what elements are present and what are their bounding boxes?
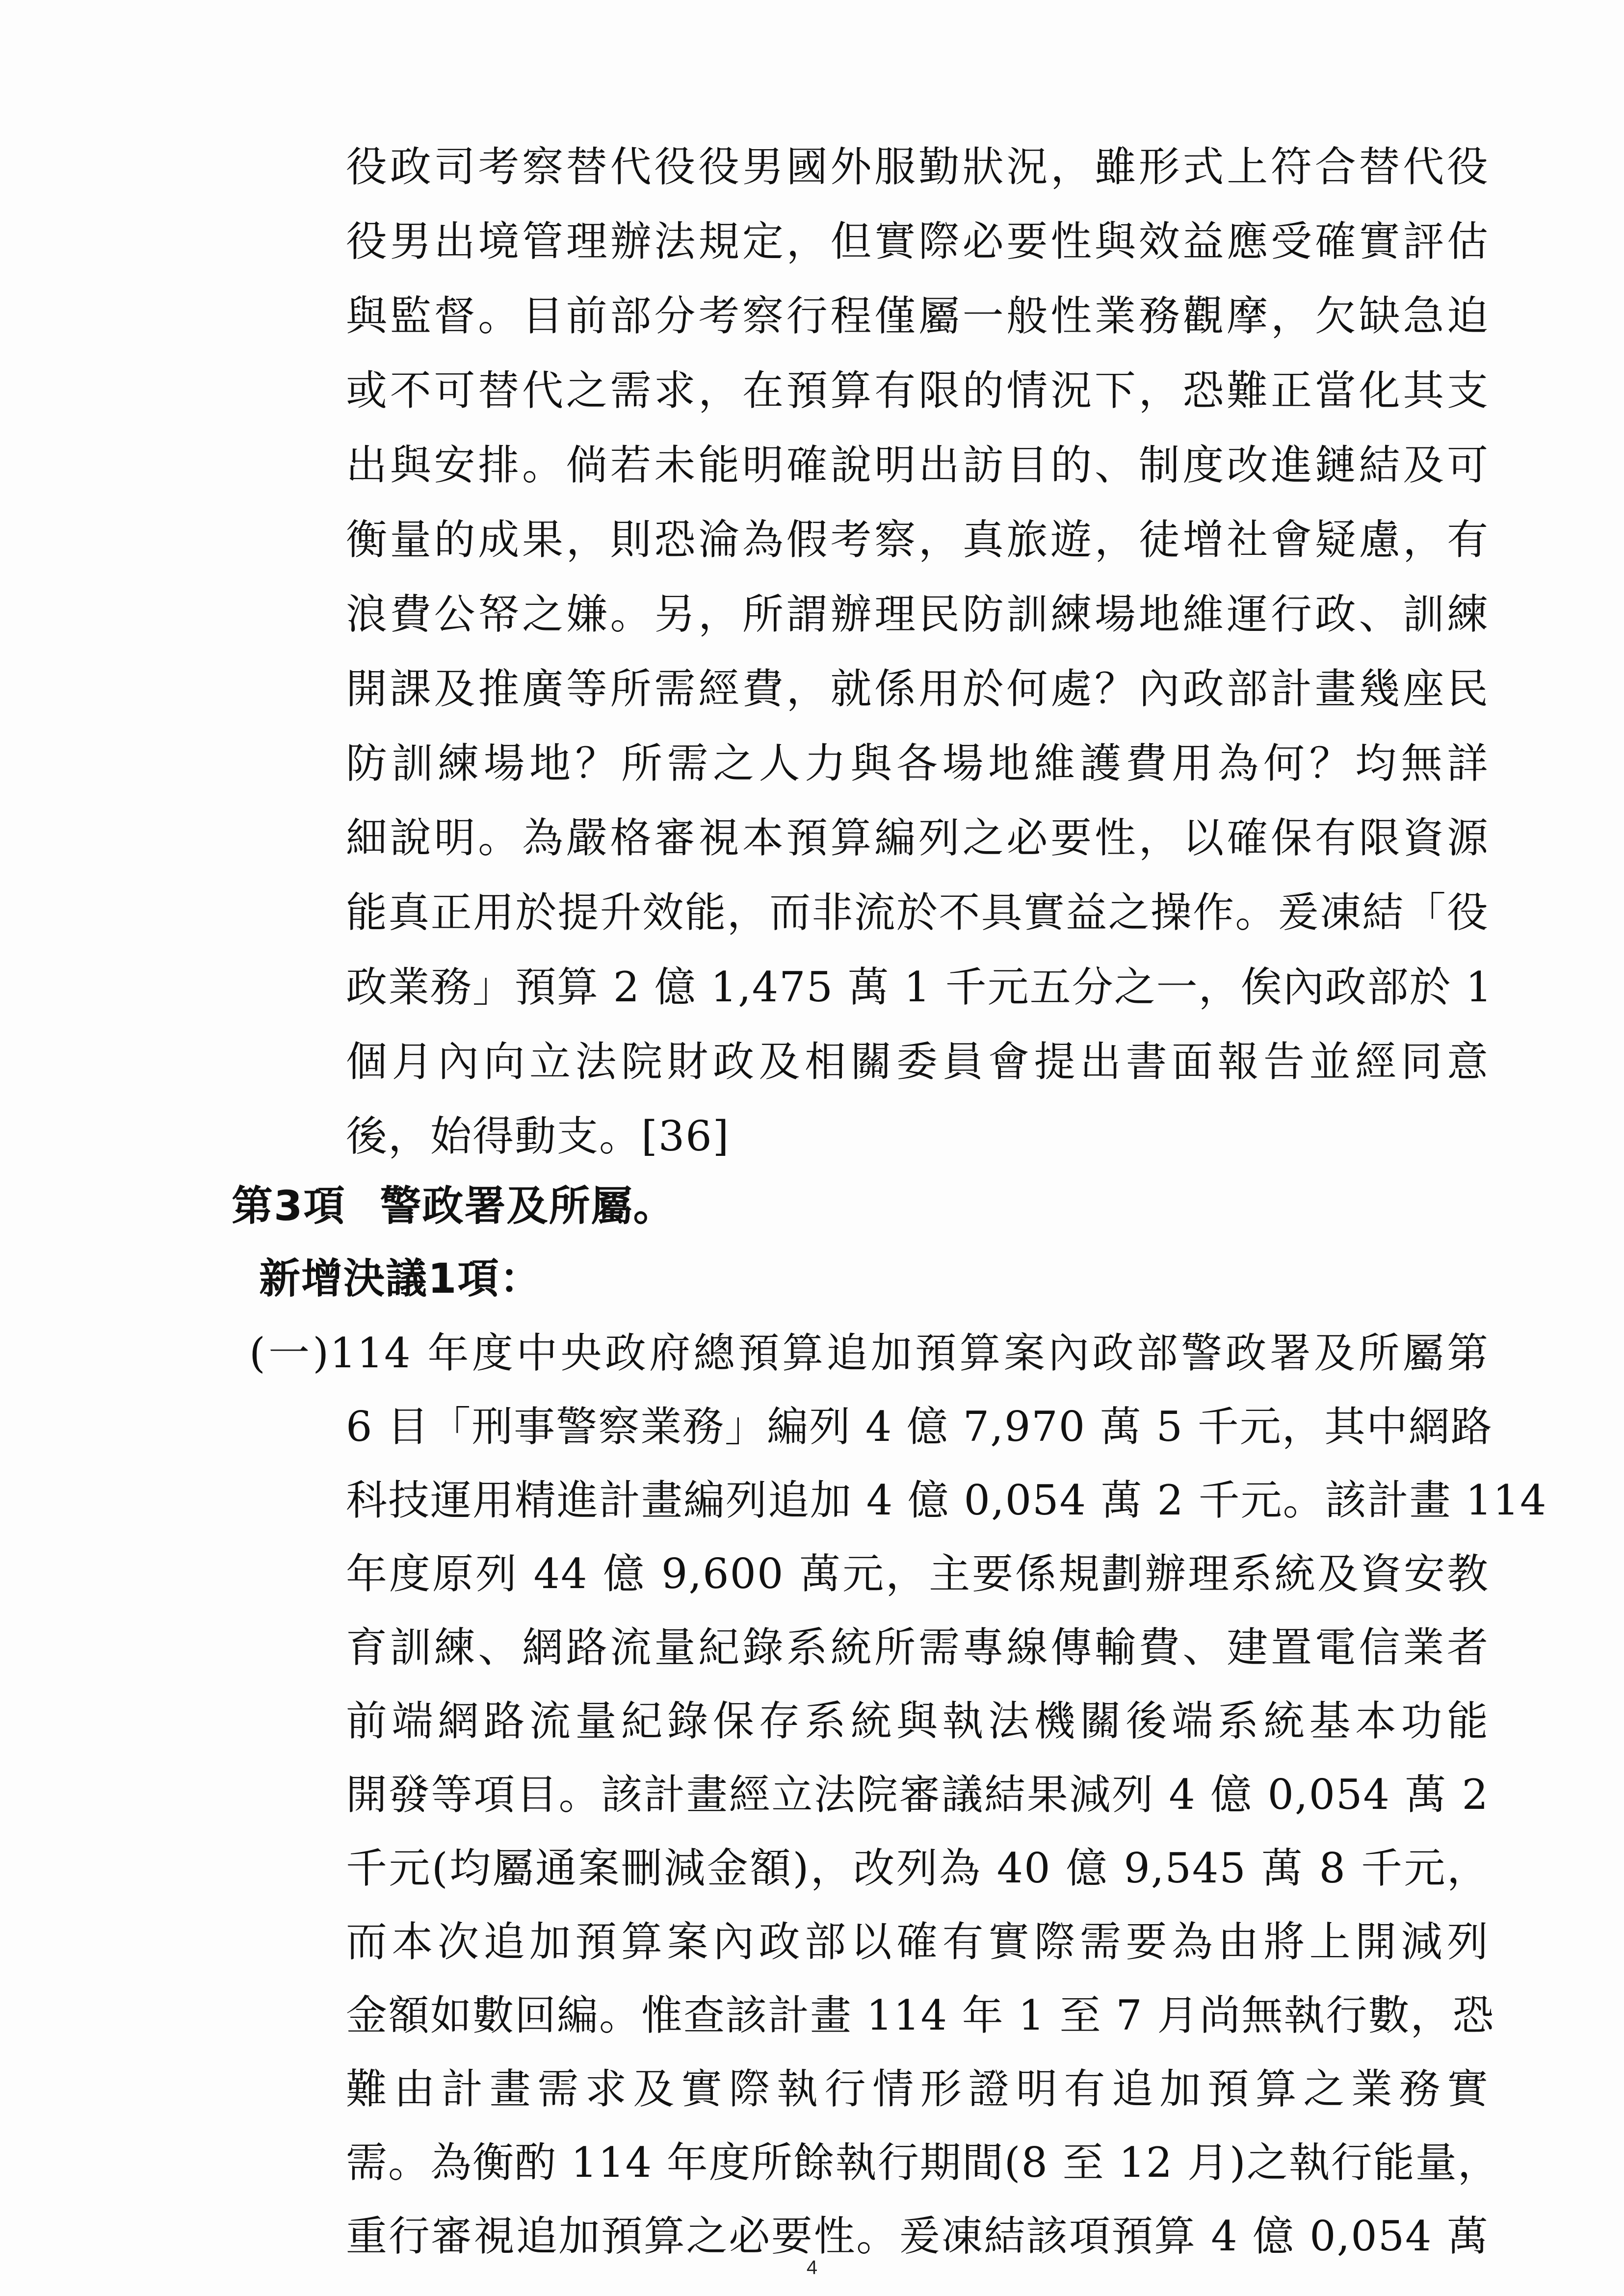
paragraph-line: 出與安排。倘若未能明確說明出訪目的、制度改進鏈結及可 <box>346 441 1489 489</box>
item-line: 需。為衡酌 114 年度所餘執行期間(8 至 12 月)之執行能量， <box>346 2139 1500 2187</box>
paragraph-line: 細說明。為嚴格審視本預算編列之必要性，以確保有限資源 <box>346 814 1489 862</box>
item-line: 年度原列 44 億 9,600 萬元，主要係規劃辦理系統及資安教 <box>346 1550 1489 1598</box>
paragraph-line: 衡量的成果，則恐淪為假考察，真旅遊，徒增社會疑慮，有 <box>346 516 1489 564</box>
paragraph-line: 後，始得動支。[36] <box>346 1112 730 1160</box>
paragraph-line: 個月內向立法院財政及相關委員會提出書面報告並經同意 <box>346 1038 1489 1086</box>
paragraph-line: 役男出境管理辦法規定，但實際必要性與效益應受確實評估 <box>346 217 1489 265</box>
item-line: 重行審視追加預算之必要性。爰凍結該項預算 4 億 0,054 萬 <box>346 2212 1489 2260</box>
item-line: 而本次追加預算案內政部以確有實際需要為由將上開減列 <box>346 1918 1489 1966</box>
item-line: 前端網路流量紀錄保存系統與執法機關後端系統基本功能 <box>346 1697 1489 1745</box>
item-line: 千元(均屬通案刪減金額)，改列為 40 億 9,545 萬 8 千元， <box>346 1844 1489 1892</box>
item-line: (一)114 年度中央政府總預算追加預算案內政部警政署及所屬第 <box>249 1329 1489 1377</box>
item-line: 育訓練、網路流量紀錄系統所需專線傳輸費、建置電信業者 <box>346 1623 1489 1671</box>
section-heading <box>232 1176 675 1235</box>
paragraph-line: 能真正用於提升效能，而非流於不具實益之操作。爰凍結「役 <box>346 888 1489 937</box>
paragraph-line: 或不可替代之需求，在預算有限的情況下，恐難正當化其支 <box>346 366 1489 415</box>
item-line: 6 目「刑事警察業務」編列 4 億 7,970 萬 5 千元，其中網路 <box>346 1403 1493 1451</box>
paragraph-line: 與監督。目前部分考察行程僅屬一般性業務觀摩，欠缺急迫 <box>346 292 1489 340</box>
resolution-heading: 新增決議1項： <box>259 1254 542 1303</box>
paragraph-line: 役政司考察替代役役男國外服勤狀況，雖形式上符合替代役 <box>346 143 1489 191</box>
item-line: 難由計畫需求及實際執行情形證明有追加預算之業務實 <box>346 2065 1489 2113</box>
item-line: 科技運用精進計畫編列追加 4 億 0,054 萬 2 千元。該計畫 114 <box>346 1476 1547 1524</box>
item-line: 金額如數回編。惟查該計畫 114 年 1 至 7 月尚無執行數，恐 <box>346 1991 1495 2039</box>
paragraph-line: 防訓練場地？所需之人力與各場地維護費用為何？均無詳 <box>346 739 1489 787</box>
paragraph-line: 開課及推廣等所需經費，就係用於何處？內政部計畫幾座民 <box>346 665 1489 713</box>
paragraph-line: 浪費公帑之嫌。另，所謂辦理民防訓練場地維運行政、訓練 <box>346 590 1489 638</box>
section-title: 警政署及所屬。 <box>380 1182 676 1230</box>
page-number: 4 <box>806 2257 818 2278</box>
item-line: 開發等項目。該計畫經立法院審議結果減列 4 億 0,054 萬 2 <box>346 1771 1489 1819</box>
paragraph-line: 政業務」預算 2 億 1,475 萬 1 千元五分之一，俟內政部於 1 <box>346 963 1493 1011</box>
section-number: 第3項 <box>232 1182 346 1230</box>
